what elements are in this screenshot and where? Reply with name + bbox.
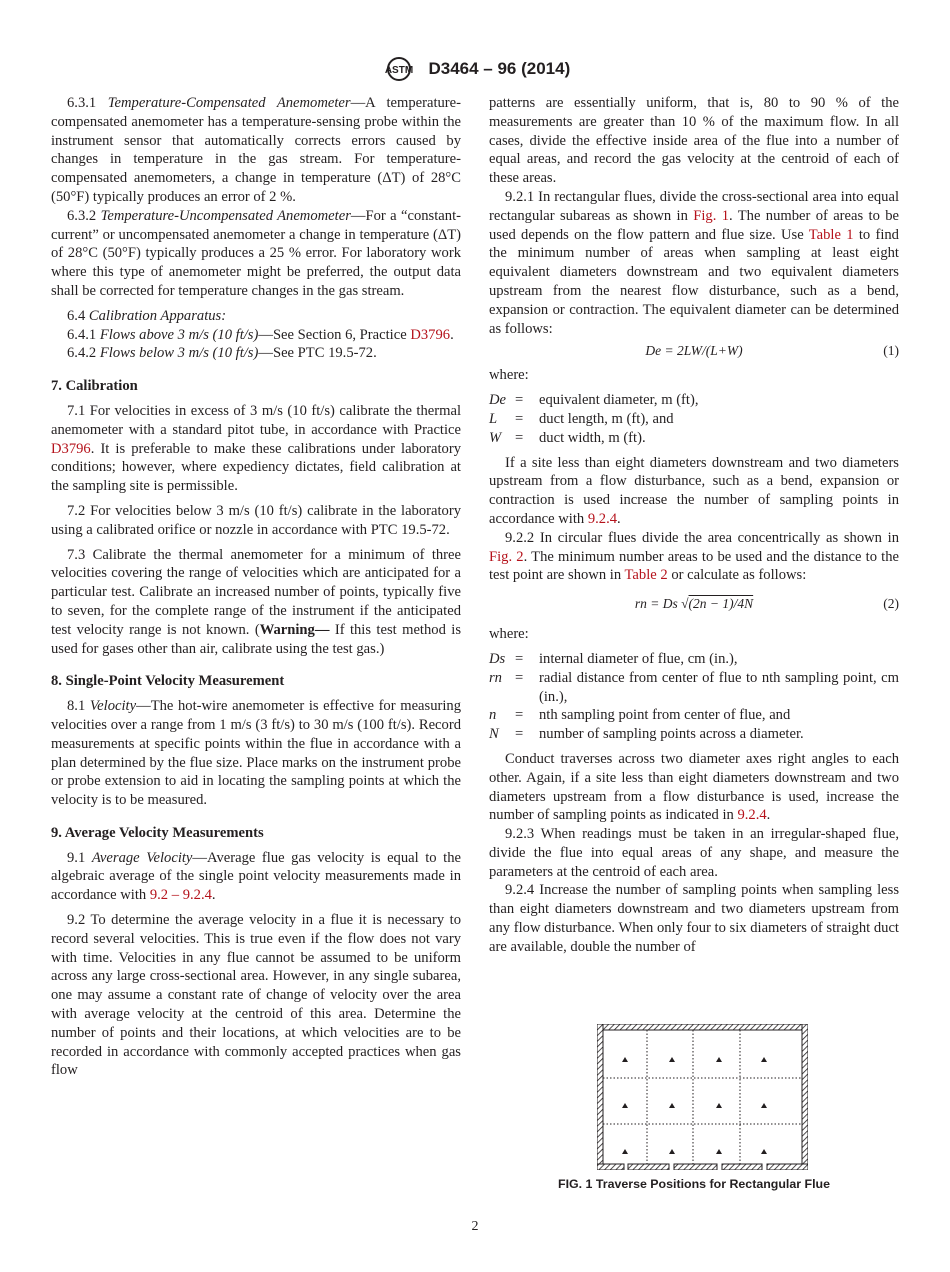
figure-1-rectangular-flue-diagram [597, 1024, 808, 1170]
page-header [0, 57, 950, 81]
link-d3796[interactable]: D3796 [51, 440, 91, 457]
link-9-2-4[interactable]: 9.2.4 [587, 510, 618, 527]
paragraph-6-4: 6.4 Calibration Apparatus: [67, 307, 227, 324]
paragraph-7-2: 7.2 For velocities below 3 m/s (10 ft/s) calibrate in the laboratory using a calibrated orifice or nozzle in accordance with PTC 19.5-72. [51, 502, 461, 538]
link-9-2-4[interactable]: 9.2.4 [737, 807, 767, 824]
definition-row: W = duct width, m (ft). [489, 429, 646, 446]
definition-row: N = number of sampling points across a diameter. [489, 726, 804, 743]
paragraph-9-2-4: 9.2.4 Increase the number of sampling points when sampling less than eight diameters downstream and two diameters upstream from any flow disturbance. When only four to six diameters of straight duct are available, double the number of [489, 882, 899, 955]
paragraph-7-1: 7.1 For velocities in excess of 3 m/s (10 ft/s) calibrate the thermal anemometer with a standard pitot tube, in accordance with Practice D3796. It is preferable to make these calibrations under laboratory conditions; however, where expediency dictates, field calibration at the sampling site is permissible. [51, 402, 461, 495]
paragraph-6-4-2: 6.4.2 Flows below 3 m/s (10 ft/s)—See PTC 19.5-72. [67, 345, 377, 362]
section-heading-8: 8. Single-Point Velocity Measurement [51, 673, 285, 690]
equation-1 [489, 342, 899, 362]
definitions-2 [489, 650, 899, 744]
link-fig-1[interactable]: Fig. 1 [693, 207, 729, 224]
where-label: where: [489, 626, 529, 643]
definitions-1 [489, 391, 899, 447]
svg-text:ASTM: ASTM [384, 65, 413, 76]
definition-row: n = nth sampling point from center of flue, and [489, 707, 791, 724]
paragraph-7-3: 7.3 Calibrate the thermal anemometer for a minimum of three velocities covering the range of velocities which are anticipated for a particular test. Calibrate an increased number of points, typically five to seven, for the complete range of the instrument if the anticipated test velocity range is not known. (Warning— If this test method is used for gases other than air, calibrate using the test gas.) [51, 546, 461, 657]
definition-row: De = equivalent diameter, m (ft), [489, 392, 699, 409]
equation-2-number: (2) [883, 596, 899, 612]
paragraph-9-2-1: 9.2.1 In rectangular flues, divide the cross-sectional area into equal rectangular subareas as shown in Fig. 1. The number of areas to be used depends on the flow pattern and flue size. Use Table 1 to find the minimum number of areas when sampling at least eight equivalent diameters downstream and two equivalent diameters upstream from the nearest flow disturbance, such as a bend, expansion or contraction. The equivalent diameter can be determined as follows: [489, 188, 899, 337]
definition-row: L = duct length, m (ft), and [489, 410, 674, 427]
link-9-2-range[interactable]: 9.2 – 9.2.4 [149, 887, 212, 904]
document-designation: D3464 – 96 (2014) [428, 59, 571, 78]
astm-logo-icon [380, 57, 418, 81]
left-column [51, 94, 461, 1080]
equation-2 [489, 595, 899, 615]
equation-1-formula: De = 2LW/(L+W) [645, 343, 743, 359]
paragraph-if-site: If a site less than eight diameters downstream and two diameters upstream from a flow disturbance, such as a bend, expansion or contraction is used increase the number of sampling points in accordance with 9.2.4. [489, 454, 899, 527]
paragraph-6-3-2: 6.3.2 Temperature-Uncompensated Anemometer—For a “constant-current” or uncompensated anemometer a change in temperature (ΔT) of 28°C (50°F) typically produces a 25 % error. For laboratory work where this type of anemometer might be preferred, the output data shall be corrected for temperature changes in the gas stream. [51, 207, 461, 299]
paragraph-6-4-1: 6.4.1 Flows above 3 m/s (10 ft/s)—See Section 6, Practice D3796. [67, 326, 454, 343]
paragraph-9-1: 9.1 Average Velocity—Average flue gas velocity is equal to the algebraic average of the single point velocity measurements made in accordance with 9.2 – 9.2.4. [51, 849, 461, 904]
paragraph-9-2-continued: patterns are essentially uniform, that is, 80 to 90 % of the measurements are greater than 10 % of the maximum flow. In all cases, divide the effective inside area of the flue into a number of equal areas, and record the gas velocity at the centroid of each of these areas. [489, 95, 899, 187]
section-heading-7: 7. Calibration [51, 378, 138, 395]
paragraph-9-2-3: 9.2.3 When readings must be taken in an irregular-shaped flue, divide the flue into equal areas of any shape, and measure the parameters at the centroid of each area. [489, 826, 899, 880]
link-d3796[interactable]: D3796 [410, 326, 451, 343]
paragraph-9-2-2: 9.2.2 In circular flues divide the area concentrically as shown in Fig. 2. The minimum number areas to be used and the distance to the test point are shown in Table 2 or calculate as follows: [489, 529, 900, 584]
equation-2-formula: rn = Ds √(2n − 1)/4N [634, 596, 754, 612]
paragraph-conduct-traverses: Conduct traverses across two diameter axes right angles to each other. Again, if a site less than eight diameters downstream and two diameters upstream from a flow disturbance is used, increase the number of sampling points as indicated in 9.2.4. [489, 750, 899, 824]
link-table-1[interactable]: Table 1 [808, 226, 854, 243]
link-table-2[interactable]: Table 2 [624, 567, 668, 584]
link-fig-2[interactable]: Fig. 2 [489, 548, 524, 565]
where-label: where: [489, 367, 529, 384]
paragraph-8-1: 8.1 Velocity—The hot-wire anemometer is effective for measuring velocities over a range from 1 m/s (3 ft/s) to 30 m/s (100 ft/s). Record measurements at specific points within the flue in accordance with a plan determined by the flue size. Place marks on the instrument probe or probe extension to aid in locating the sampling points at which the velocity is to be measured. [51, 698, 462, 809]
definition-row: rn = radial distance from center of flue to nth sampling point, cm (in.), [489, 669, 899, 705]
equation-1-number: (1) [883, 343, 899, 359]
paragraph-9-2: 9.2 To determine the average velocity in a flue it is necessary to record several velocities. This is true even if the flow does not vary with time. Velocities in any flue cannot be assumed to be uniform across any large cross-sectional area. However, in any single subarea, one may assume a constant rate of change of velocity over the area with average velocity at the centroid of this area. Determine the number of points and their locations, at which velocities are to be recorded in accordance with commonly accepted practices when gas flow [51, 912, 461, 1079]
definition-row: Ds = internal diameter of flue, cm (in.), [489, 650, 738, 667]
figure-1-caption: FIG. 1 Traverse Positions for Rectangular Flue [558, 1177, 830, 1191]
right-column [489, 94, 899, 957]
page-number: 2 [471, 1219, 479, 1234]
section-heading-9: 9. Average Velocity Measurements [51, 824, 264, 841]
paragraph-6-3-1: 6.3.1 Temperature-Compensated Anemometer—A temperature-compensated anemometer has a temperature-sensing probe within the instrument sensor that automatically corrects errors caused by changes in temperature in the gas stream. For temperature-compensated anemometers, a change in temperature (ΔT) of 28°C (50°F) typically produces an error of 2 %. [51, 95, 461, 205]
